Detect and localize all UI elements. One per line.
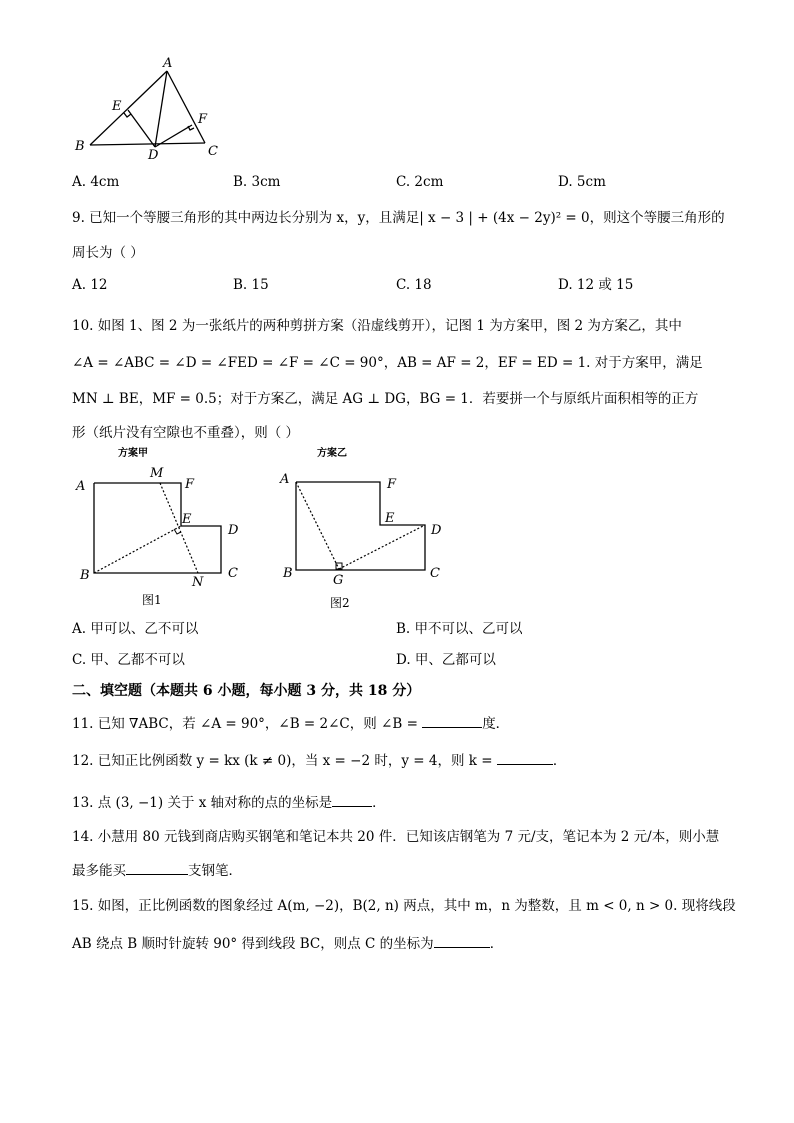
q11-answer-blank[interactable] — [422, 713, 482, 728]
label-B: B — [75, 139, 85, 154]
fig2-label-A: A — [280, 472, 290, 487]
q15-answer-blank[interactable] — [434, 933, 490, 948]
q8-option-d: D. 5cm — [558, 174, 606, 190]
q12-text-before: 12. 已知正比例函数 y = kx (k ≠ 0)，当 x = −2 时，y = 4，则 k = — [72, 753, 497, 769]
q10-option-c: C. 甲、乙都不可以 — [72, 652, 185, 668]
q8-option-c: C. 2cm — [396, 174, 444, 190]
q12 — [72, 750, 566, 770]
q10-stem-line2: ∠A = ∠ABC = ∠D = ∠FED = ∠F = ∠C = 90°，AB = AF = 2，EF = ED = 1. 对于方案甲，满足 — [72, 355, 703, 371]
q13-text-after: ． — [372, 795, 386, 811]
q14-text-before: 最多能买 — [72, 863, 126, 879]
q9-option-c: C. 18 — [396, 277, 432, 293]
q11-text-after: 度． — [482, 716, 510, 732]
q14-answer-blank[interactable] — [126, 860, 188, 875]
q10-stem-line3: MN ⊥ BE，MF = 0.5；对于方案乙，满足 AG ⊥ DG，BG = 1．若要拼一个与原纸片面积相等的正方 — [72, 391, 699, 407]
fig2-title: 方案乙 — [317, 448, 347, 459]
fig1-label-B: B — [80, 568, 90, 583]
fig1-label-A: A — [76, 479, 86, 494]
q10-option-a: A. 甲可以、乙不可以 — [72, 621, 199, 637]
q8-option-b: B. 3cm — [233, 174, 281, 190]
q8-option-a: A. 4cm — [72, 174, 120, 190]
fig2-label-G: G — [333, 573, 344, 588]
q11 — [72, 713, 509, 733]
q15-stem-line1: 15. 如图，正比例函数的图象经过 A(m, −2)，B(2, n) 两点，其中 m，n 为整数，且 m < 0, n > 0. 现将线段 — [72, 898, 736, 914]
label-F: F — [198, 112, 208, 127]
q10-option-d: D. 甲、乙都可以 — [396, 652, 496, 668]
q15-text-before: AB 绕点 B 顺时针旋转 90° 得到线段 BC，则点 C 的坐标为 — [72, 936, 434, 952]
label-E: E — [112, 99, 122, 114]
fig1-label-F: F — [185, 477, 195, 492]
q10-figure-2 — [275, 443, 455, 613]
section-heading-fill-in: 二、填空题（本题共 6 小题，每小题 3 分，共 18 分） — [72, 683, 421, 699]
q15-text-after: ． — [489, 936, 504, 952]
q12-text-after: ． — [552, 753, 567, 769]
q14-line2 — [72, 860, 242, 880]
fig2-label-D: D — [431, 523, 442, 538]
q9-stem-line1: 9. 已知一个等腰三角形的其中两边长分别为 x，y，且满足| x − 3 | + (4x − 2y)² = 0，则这个等腰三角形的 — [72, 210, 725, 226]
fig1-label-M: M — [150, 466, 164, 481]
q13 — [72, 792, 386, 812]
q10-stem-line4: 形（纸片没有空隙也不重叠），则（ ） — [72, 425, 300, 441]
fig1-label-C: C — [228, 566, 238, 581]
label-A: A — [163, 56, 173, 71]
fig2-label-C: C — [430, 566, 440, 581]
q10-option-b: B. 甲不可以、乙可以 — [396, 621, 523, 637]
q11-text-before: 11. 已知 ∇ABC，若 ∠A = 90°，∠B = 2∠C，则 ∠B = — [72, 716, 423, 732]
q14-stem-line1: 14. 小慧用 80 元钱到商店购买钢笔和笔记本共 20 件．已知该店钢笔为 7 元/支，笔记本为 2 元/本，则小慧 — [72, 829, 720, 845]
q9-option-a: A. 12 — [72, 277, 108, 293]
label-C: C — [208, 144, 218, 159]
q9-stem-line2: 周长为（ ） — [72, 245, 144, 261]
q13-answer-blank[interactable] — [332, 792, 372, 807]
q9-option-d: D. 12 或 15 — [558, 277, 634, 293]
fig2-label-B: B — [283, 566, 293, 581]
fig1-label-N: N — [192, 575, 204, 590]
fig1-label-E: E — [182, 512, 192, 527]
fig1-title: 方案甲 — [118, 448, 148, 459]
q14-text-after: 支钢笔． — [188, 863, 242, 879]
q13-text-before: 13. 点 (3, −1) 关于 x 轴对称的点的坐标是 — [72, 795, 333, 811]
q15-line2 — [72, 933, 503, 953]
fig1-label-D: D — [228, 523, 239, 538]
q9-option-b: B. 15 — [233, 277, 269, 293]
fig2-label-F: F — [387, 477, 397, 492]
q8-triangle-figure — [60, 55, 240, 165]
fig2-caption: 图2 — [330, 596, 350, 610]
q10-stem-line1: 10. 如图 1、图 2 为一张纸片的两种剪拼方案（沿虚线剪开），记图 1 为方案甲，图 2 为方案乙，其中 — [72, 318, 682, 334]
q10-figure-1 — [70, 443, 250, 613]
q12-answer-blank[interactable] — [497, 750, 553, 765]
label-D: D — [148, 148, 159, 163]
fig2-label-E: E — [385, 511, 395, 526]
fig1-caption: 图1 — [142, 593, 162, 607]
